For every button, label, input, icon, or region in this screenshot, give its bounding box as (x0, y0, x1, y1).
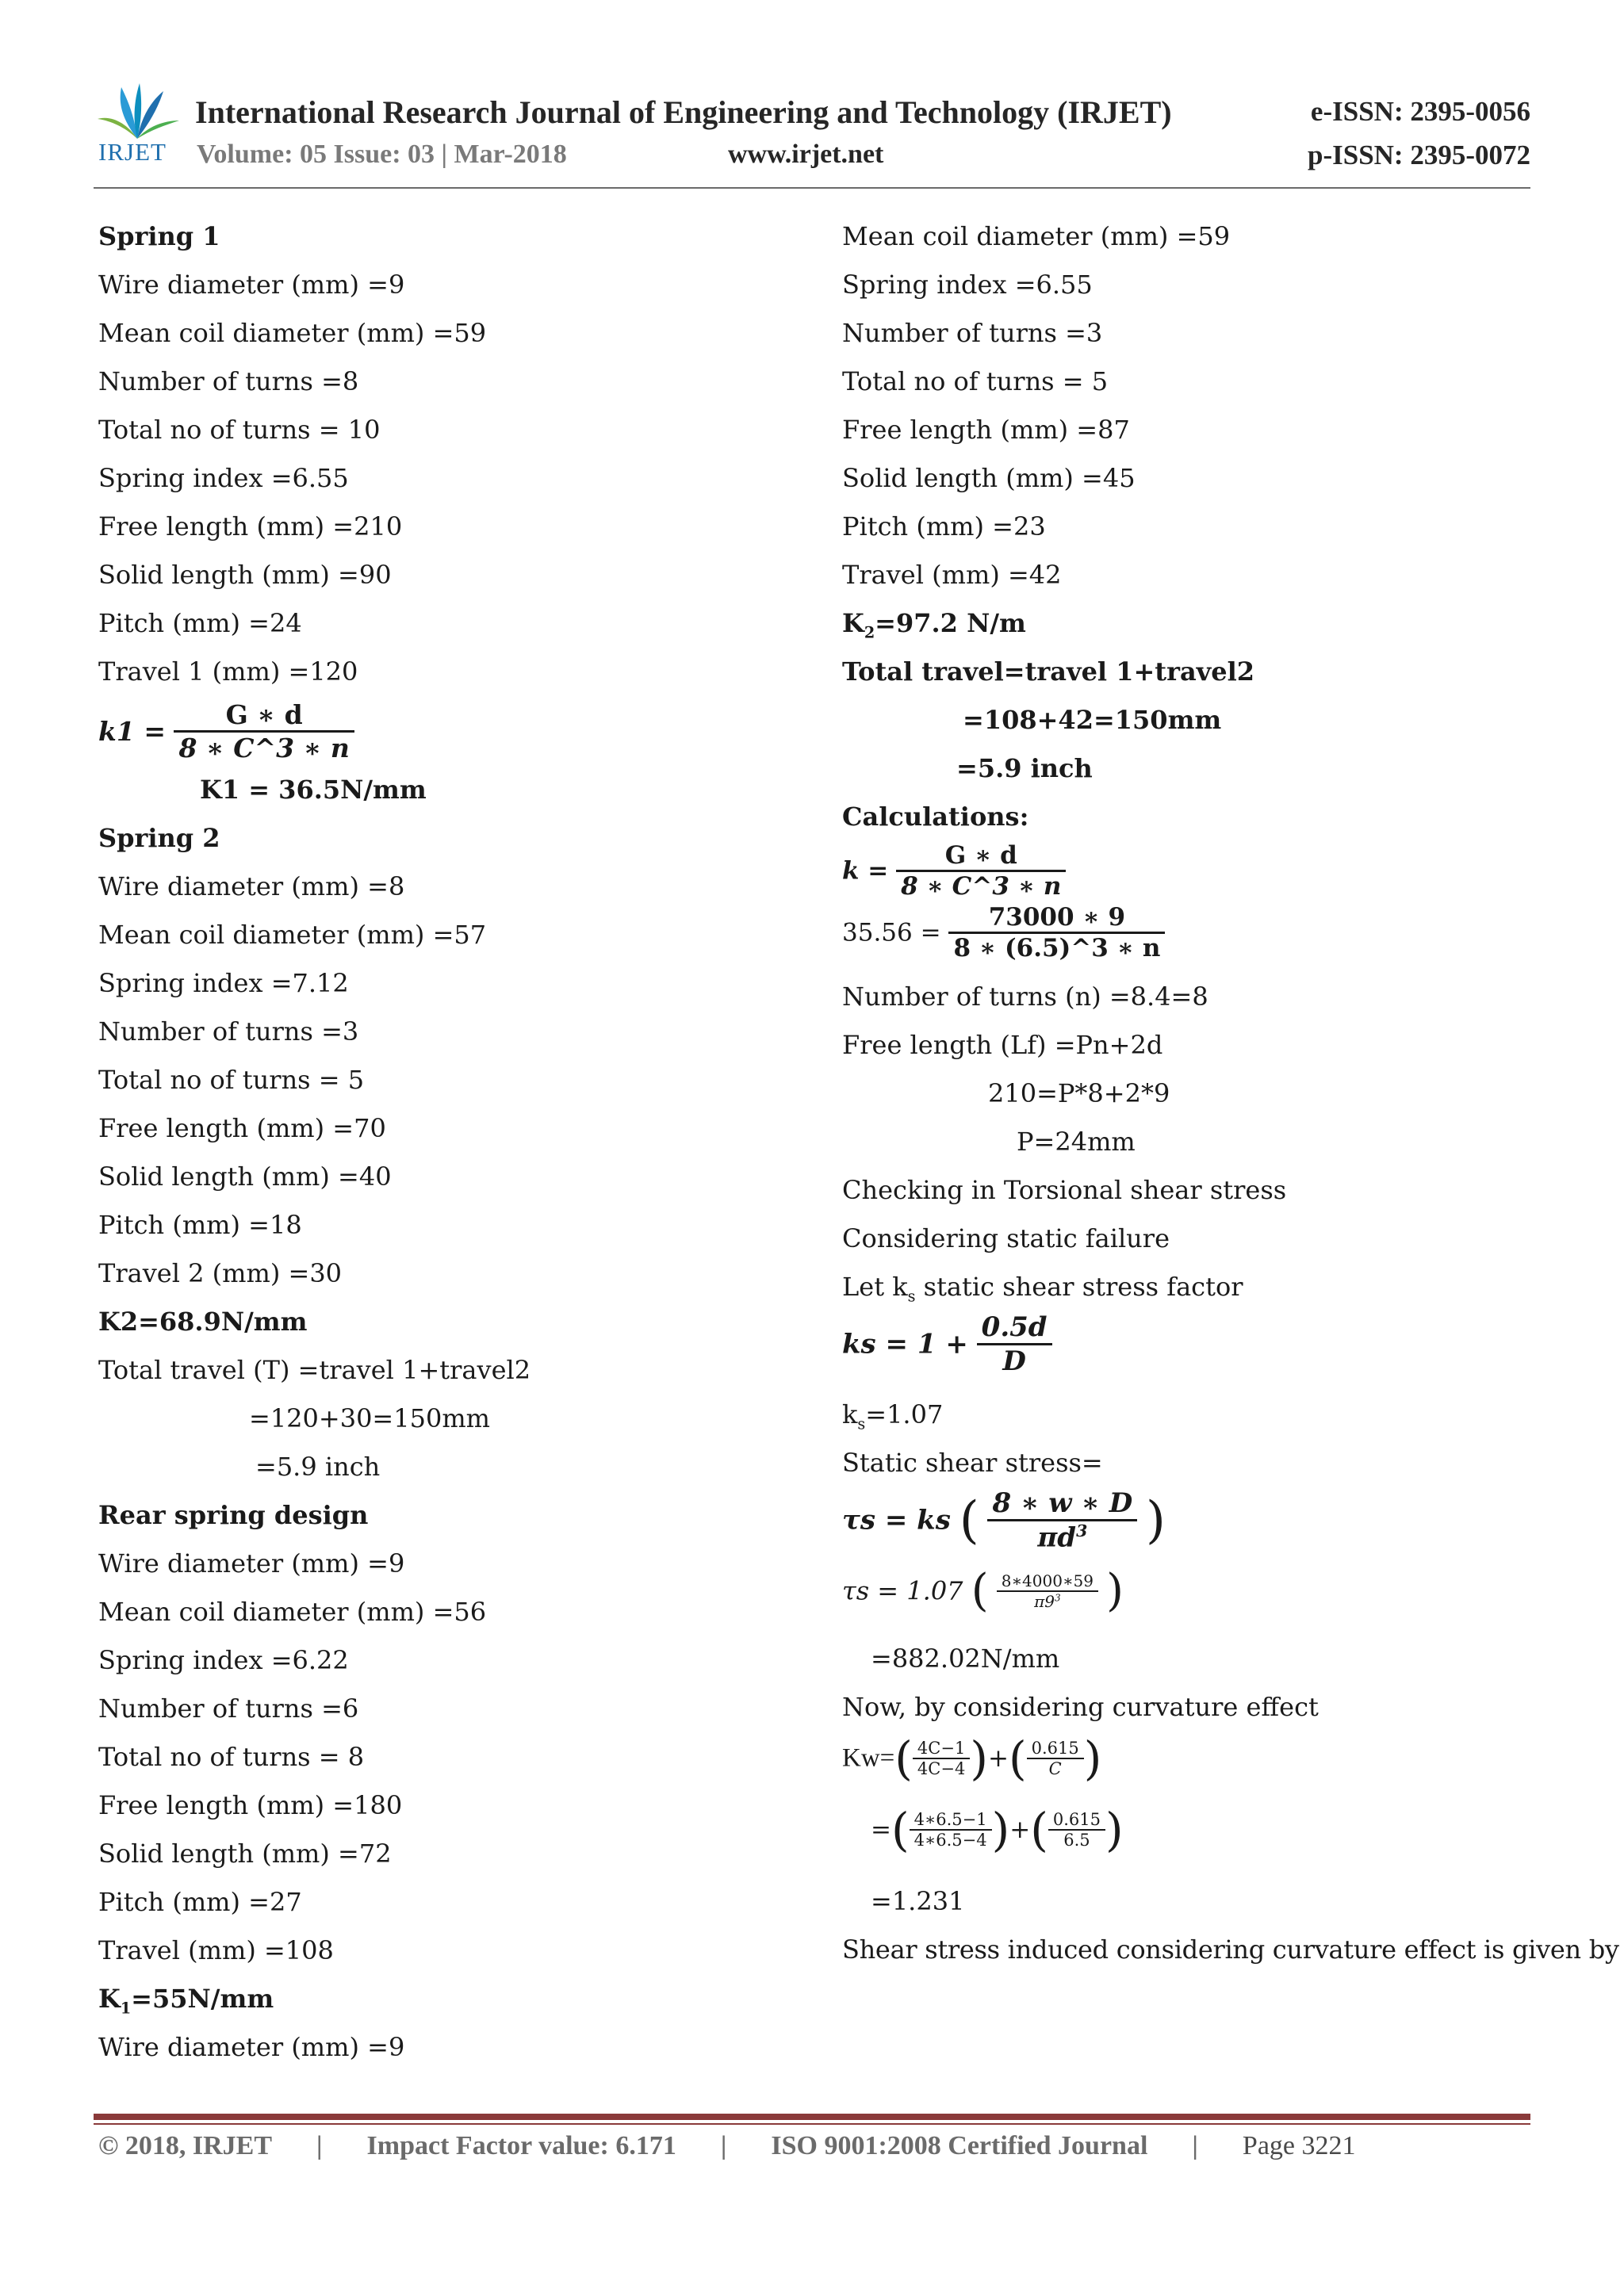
text-line: =5.9 inch (956, 753, 1093, 783)
left-paren: ( (891, 1803, 910, 1857)
text-line: Spring index =7.12 (98, 968, 349, 998)
text-line: Wire diameter (mm) =9 (98, 2032, 405, 2062)
fraction-denominator: 4∗6.5−4 (914, 1831, 987, 1850)
text-line: Mean coil diameter (mm) =59 (98, 318, 487, 348)
fraction-numerator: 0.5d (977, 1311, 1052, 1345)
section-heading-spring2: Spring 2 (98, 823, 220, 853)
equation-k-numeric (842, 903, 1540, 968)
equation-k1 (98, 699, 780, 766)
equation-lhs: k = (842, 856, 889, 886)
fraction-numerator: G ∗ d (174, 699, 354, 733)
iso-certification: ISO 9001:2008 Certified Journal (771, 2131, 1148, 2160)
text: K (842, 608, 864, 638)
text-line: =882.02N/mm (871, 1644, 1060, 1674)
fraction (910, 1810, 992, 1850)
equation-lhs: 35.56 = (842, 918, 941, 947)
fraction-denominator: C (1048, 1759, 1062, 1778)
right-column (842, 212, 1619, 1974)
equation-lhs: τs = 1.07 (842, 1575, 963, 1606)
pissn: p-ISSN: 2395-0072 (1307, 140, 1530, 170)
text-line: Travel (mm) =108 (98, 1935, 334, 1965)
equation-tau (842, 1487, 1540, 1563)
fraction (896, 841, 1066, 901)
text-line: =5.9 inch (255, 1452, 381, 1482)
fraction-denominator: 8 ∗ (6.5)^3 ∗ n (953, 934, 1161, 962)
fraction-denominator: 8 ∗ C^3 ∗ n (901, 872, 1062, 901)
subscript: s (857, 1414, 866, 1433)
text-line: Considering static failure (842, 1223, 1170, 1253)
page-number: Page 3221 (1242, 2131, 1356, 2160)
result-rear-k1 (98, 1975, 780, 2023)
text-line: Free length (mm) =87 (842, 415, 1130, 445)
text-line: Static shear stress= (842, 1448, 1103, 1478)
equation-ks (842, 1311, 1540, 1384)
website-link[interactable]: www.irjet.net (728, 140, 884, 169)
left-paren: ( (1008, 1732, 1027, 1785)
left-paren: ( (894, 1732, 913, 1785)
text: =1.07 (865, 1399, 944, 1429)
text-line: Number of turns =6 (98, 1693, 359, 1724)
text-line: Spring index =6.55 (98, 463, 349, 493)
text-line: Total no of turns = 10 (98, 415, 381, 445)
text-line: =120+30=150mm (249, 1403, 490, 1433)
text-line: Shear stress induced considering curvature effect is given by (842, 1934, 1619, 1965)
text-line: Total no of turns = 5 (98, 1065, 365, 1095)
text-line: Pitch (mm) =23 (842, 511, 1046, 541)
copyright: © 2018, IRJET (98, 2131, 273, 2160)
subscript: s (907, 1287, 916, 1306)
fraction-numerator: 4∗6.5−1 (910, 1810, 992, 1831)
fraction-numerator: G ∗ d (896, 841, 1066, 872)
fraction (913, 1739, 970, 1778)
text-line: Total no of turns = 8 (98, 1742, 365, 1772)
result-k2 (842, 599, 1540, 648)
text-line: Mean coil diameter (mm) =59 (842, 221, 1231, 251)
equation-kw (842, 1732, 1540, 1803)
text-line: 210=P*8+2*9 (988, 1078, 1170, 1108)
journal-title: International Research Journal of Engineering and Technology (IRJET) (195, 94, 1172, 130)
text: static shear stress factor (915, 1272, 1243, 1302)
plus-sign: + (1009, 1816, 1031, 1844)
logo-text: IRJET (98, 138, 167, 166)
text-line: Free length (mm) =70 (98, 1113, 386, 1143)
text-line: Wire diameter (mm) =9 (98, 270, 405, 300)
fraction-denominator: 6.5 (1063, 1831, 1090, 1850)
fraction-denominator: 8 ∗ C^3 ∗ n (178, 733, 350, 763)
text-line: Free length (mm) =210 (98, 511, 403, 541)
fraction (977, 1311, 1052, 1377)
left-paren: ( (959, 1490, 979, 1550)
text-line: Total travel (T) =travel 1+travel2 (98, 1355, 531, 1385)
text: =97.2 N/m (875, 608, 1026, 638)
subscript: 2 (864, 623, 875, 642)
text: πd (1037, 1521, 1077, 1554)
fraction (997, 1571, 1098, 1611)
fraction-numerator: 73000 ∗ 9 (948, 903, 1165, 934)
fraction-numerator: 8 ∗ w ∗ D (987, 1487, 1137, 1521)
text-line: Total no of turns = 5 (842, 366, 1109, 396)
right-paren: ) (1105, 1803, 1124, 1857)
text-line: Pitch (mm) =27 (98, 1887, 302, 1917)
fraction (174, 699, 354, 763)
fraction-denominator (987, 1521, 1137, 1553)
text: k (842, 1399, 858, 1429)
left-column (98, 212, 780, 2072)
volume-issue: Volume: 05 Issue: 03 | Mar-2018 (197, 140, 567, 169)
text-line: P=24mm (1017, 1127, 1136, 1157)
result-k2: K2=68.9N/mm (98, 1307, 308, 1337)
superscript: 3 (1076, 1521, 1088, 1540)
fraction-denominator: 4C−4 (917, 1759, 966, 1778)
text-line: =1.231 (871, 1886, 965, 1916)
result-k1: K1 = 36.5N/mm (200, 775, 427, 805)
section-heading-spring1: Spring 1 (98, 221, 220, 251)
footer-separator: | (720, 2131, 727, 2160)
text-line: Mean coil diameter (mm) =56 (98, 1597, 487, 1627)
text-line: Spring index =6.22 (98, 1645, 349, 1675)
header-divider (94, 187, 1530, 189)
right-paren: ) (1083, 1732, 1102, 1785)
left-paren: ( (971, 1565, 989, 1617)
text-line: Number of turns =8 (98, 366, 359, 396)
equation-lhs: τs = ks (842, 1504, 951, 1536)
footer-divider-thick (94, 2114, 1530, 2120)
text-line: Number of turns (n) =8.4=8 (842, 982, 1208, 1012)
section-heading-calculations: Calculations: (842, 802, 1029, 832)
text-line: Travel (mm) =42 (842, 560, 1062, 590)
impact-factor: Impact Factor value: 6.171 (366, 2131, 676, 2160)
text-line: Wire diameter (mm) =9 (98, 1548, 405, 1578)
right-paren: ) (970, 1732, 988, 1785)
text-line: Solid length (mm) =40 (98, 1161, 392, 1192)
text-line: Travel 2 (mm) =30 (98, 1258, 343, 1288)
equation-lhs: k1 = (98, 716, 166, 747)
fraction (1048, 1810, 1105, 1850)
text-line: Solid length (mm) =45 (842, 463, 1136, 493)
eissn: e-ISSN: 2395-0056 (1310, 96, 1530, 127)
text-line: Pitch (mm) =24 (98, 608, 302, 638)
text-line: Number of turns =3 (98, 1016, 359, 1047)
text-line: Checking in Torsional shear stress (842, 1175, 1287, 1205)
right-paren: ) (1106, 1565, 1124, 1617)
equation-lhs: Kw= (842, 1743, 895, 1773)
text-line: Now, by considering curvature effect (842, 1692, 1319, 1722)
plus-sign: + (987, 1744, 1009, 1773)
section-heading-rear: Rear spring design (98, 1500, 369, 1530)
footer-separator: | (316, 2131, 323, 2160)
footer-separator: | (1192, 2131, 1198, 2160)
text-line: Solid length (mm) =72 (98, 1839, 392, 1869)
text-line (842, 1263, 1540, 1311)
text-line: Solid length (mm) =90 (98, 560, 392, 590)
fraction-numerator: 0.615 (1027, 1739, 1084, 1759)
text-line (842, 1391, 1540, 1439)
fraction (987, 1487, 1137, 1553)
page-header (94, 70, 1530, 189)
equation-lhs: ks = 1 + (842, 1328, 968, 1360)
fraction-numerator: 8∗4000∗59 (997, 1571, 1098, 1592)
text: Let k (842, 1272, 908, 1302)
fraction-denominator: D (1002, 1345, 1026, 1377)
equation-k (842, 841, 1540, 903)
right-paren: ) (991, 1803, 1010, 1857)
text-line: Wire diameter (mm) =8 (98, 871, 405, 901)
footer-divider-thin (94, 2123, 1530, 2125)
equation-tau-numeric (842, 1565, 1540, 1628)
text-line: Total travel=travel 1+travel2 (842, 656, 1255, 687)
equation-kw-numeric (842, 1803, 1540, 1874)
text-line: Number of turns =3 (842, 318, 1103, 348)
text: =55N/mm (131, 1984, 274, 2014)
page-footer (98, 2131, 1356, 2161)
fraction-numerator: 0.615 (1048, 1810, 1105, 1831)
left-paren: ( (1030, 1803, 1048, 1857)
text-line: Mean coil diameter (mm) =57 (98, 920, 487, 950)
fraction-denominator (997, 1592, 1098, 1611)
fraction (1027, 1739, 1084, 1778)
right-paren: ) (1146, 1490, 1166, 1550)
subscript: 1 (120, 1999, 132, 2018)
text-line: Pitch (mm) =18 (98, 1210, 302, 1240)
fraction (948, 903, 1165, 962)
text-line: Spring index =6.55 (842, 270, 1093, 300)
text-line: Free length (mm) =180 (98, 1790, 403, 1820)
equation-lhs: = (871, 1816, 891, 1844)
text-line: Travel 1 (mm) =120 (98, 656, 358, 687)
text: K (98, 1984, 121, 2014)
text-line: Free length (Lf) =Pn+2d (842, 1030, 1163, 1060)
superscript: 3 (1054, 1591, 1061, 1603)
fraction-numerator: 4C−1 (913, 1739, 970, 1759)
text: π9 (1034, 1591, 1055, 1611)
text-line: =108+42=150mm (963, 705, 1222, 735)
